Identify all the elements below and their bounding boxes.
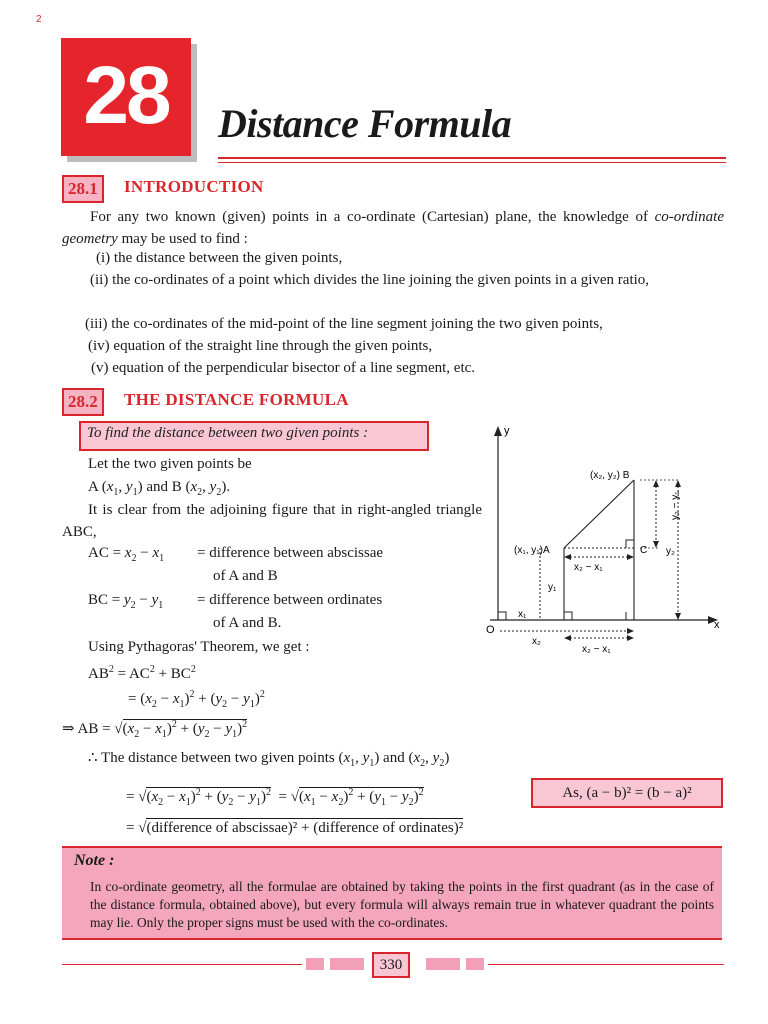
origin-label: O (486, 624, 495, 636)
x2-label: x₂ (532, 636, 541, 647)
list-item: (iv) equation of the straight line through the given points, (88, 338, 433, 354)
ab-squared-equation: $AB^2 = AC^2 + BC^2$ (88, 664, 196, 682)
hypotenuse-ab (564, 480, 634, 548)
points-line: A ($x_1$, $y_1$) and B ($x_2$, $y_2$). (88, 479, 231, 498)
right-angle-c (626, 540, 634, 548)
ac-description-2: of A and B (213, 568, 278, 584)
therefore-text: The distance between two given points (101, 750, 335, 766)
point-c-label: C (640, 545, 648, 556)
ac-equation: AC = $x_2 - x_1$ (88, 545, 165, 564)
ab-sqrt-equation: ⇒ AB = $√(x_2 - x_1)^2 + (y_2 - y_1)^2$ (62, 719, 248, 740)
chapter-number-box (61, 38, 191, 156)
ac-length-label: x₂ − x₁ (574, 562, 603, 573)
bc-description-2: of A and B. (213, 615, 282, 631)
point-b-label: (x₂, y₂) B (590, 470, 630, 481)
title-rule (218, 157, 726, 159)
therefore-line: ∴ The distance between two given points ($x_1$, $y_1$) and ($x_2$, $y_2$) (88, 750, 450, 769)
y2-minus-y1-label: y₂ − y₁ (670, 491, 681, 520)
intro-text: For any two known (given) points in a co-ordinate (Cartesian) plane, the knowledge of (90, 209, 655, 225)
clear-line: It is clear from the adjoining figure that in right-angled triangle ABC, (62, 502, 482, 540)
ac-description: = difference between abscissae (197, 545, 384, 561)
right-angle-o (498, 612, 506, 620)
list-item: (ii) the co-ordinates of a point which divides the line joining the given points in a given ratio, (90, 272, 650, 288)
footer-rule-left (62, 964, 302, 965)
ab-squared-expanded: = $(x_2 - x_1)^2 + (y_2 - y_1)^2$ (128, 689, 265, 710)
y2-label: y₂ (666, 546, 675, 557)
footer-rule-right (488, 964, 724, 965)
chapter-number: 28 (83, 50, 169, 141)
distance-formula: = $√(x_2 - x_1)^2 + (y_2 - y_1)^2 = √(x_1 - x_2)^2 + (y_1 - y_2)^2$ (126, 787, 424, 808)
y1-label: y₁ (548, 582, 557, 593)
intro-paragraph (62, 206, 724, 250)
difference-formula-text: (difference of abscissae)² + (difference of ordinates)² (146, 820, 464, 836)
subheading-text: To find the distance between two given points : (87, 425, 369, 441)
intro-text-end: may be used to find : (117, 231, 248, 247)
corner-mark: 2 (36, 14, 42, 25)
footer-deco (306, 958, 324, 970)
x1-label: x₁ (518, 609, 527, 620)
list-item: (iii) the co-ordinates of the mid-point of the line segment joining the two given points, (85, 316, 603, 332)
section-number-28-2: 28.2 (62, 388, 104, 416)
section-number-28-1: 28.1 (62, 175, 104, 203)
point-a-label: (x₁, y₁)A (514, 545, 550, 556)
chapter-title: Distance Formula (218, 101, 512, 146)
note-heading: Note : (74, 852, 115, 869)
note-text: In co-ordinate geometry, all the formulae are obtained by taking the points in the first quadrant (as in the case of the distance formula, obtained above), but every formula will always remain true in whatever quadrant the points may lie. Only the proper signs must be used with the co-ordinates. (90, 879, 714, 930)
bc-equation: BC = $y_2 - y_1$ (88, 592, 164, 611)
let-line: Let the two given points be (88, 456, 252, 472)
list-item: (v) equation of the perpendicular bisector of a line segment, etc. (91, 360, 476, 376)
x2-minus-x1-label: x₂ − x₁ (582, 644, 611, 655)
intro-emphasis: co-ordinate geometry (62, 209, 724, 247)
title-rule-thin (218, 162, 726, 163)
bc-description: = difference between ordinates (197, 592, 383, 608)
y-axis-label: y (504, 425, 510, 437)
y-axis-arrow (494, 426, 502, 436)
page-number: 330 (372, 952, 410, 978)
footer-deco (466, 958, 484, 970)
x-axis-label: x (714, 619, 720, 631)
footer-deco (330, 958, 364, 970)
right-angle-a-foot (564, 612, 572, 620)
identity-box: As, (a − b)² = (b − a)² (531, 778, 723, 808)
section-title-introduction: INTRODUCTION (124, 177, 264, 196)
list-item: (i) the distance between the given points, (96, 250, 343, 266)
footer-deco (426, 958, 460, 970)
distance-figure (478, 420, 726, 670)
section-title-distance-formula: THE DISTANCE FORMULA (124, 390, 349, 409)
distance-formula-words: = √(difference of abscissae)² + (difference of ordinates)² (126, 820, 464, 836)
pythagoras-line: Using Pythagoras' Theorem, we get : (88, 639, 310, 655)
